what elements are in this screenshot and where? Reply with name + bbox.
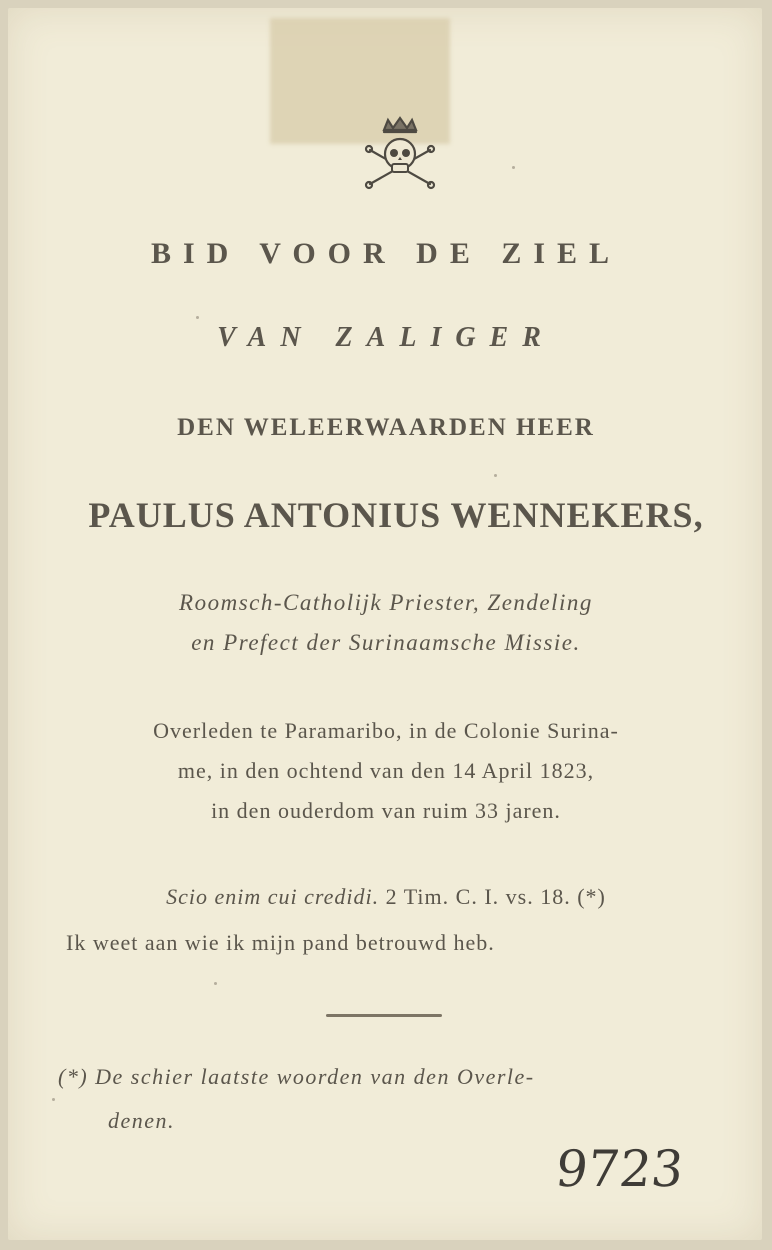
death-line-2: me, in den ochtend van den 14 April 1823, (177, 758, 595, 783)
van-zaliger-line: VAN ZALIGER (217, 322, 555, 353)
role-line-1: Roomsch-Catholijk Priester, Zendeling (179, 590, 593, 615)
divider-rule (326, 1014, 442, 1017)
paper-speck (196, 316, 199, 319)
role-line-2: en Prefect der Surinaamsche Missie. (191, 630, 581, 655)
paper-speck (52, 1098, 55, 1101)
handwritten-archive-number: 9723 (552, 1140, 687, 1198)
deceased-name: PAULUS ANTONIUS WENNEKERS, (88, 495, 704, 535)
footnote-line-2: denen. (108, 1108, 176, 1133)
honorific-line: DEN WELEERWAARDEN HEER (177, 414, 595, 441)
paper-speck (494, 474, 497, 477)
quote-line (0, 884, 772, 910)
death-line-3: in den ouderdom van ruim 33 jaren. (211, 798, 561, 823)
quote-latin: Scio enim cui credidi. (166, 884, 380, 909)
death-line-1: Overleden te Paramaribo, in de Colonie Surina- (153, 718, 619, 743)
memorial-card (8, 8, 762, 1240)
crowned-skull-crossbones-icon (362, 116, 438, 192)
paper-speck (512, 166, 515, 169)
footnote-line-1: (*) De schier laatste woorden van den Overle- (58, 1064, 535, 1089)
quote-dutch: Ik weet aan wie ik mijn pand betrouwd heb. (66, 930, 495, 955)
quote-reference: 2 Tim. C. I. vs. 18. (*) (385, 884, 606, 909)
pray-for-soul-heading: BID VOOR DE ZIEL (150, 237, 622, 270)
paper-speck (214, 982, 217, 985)
